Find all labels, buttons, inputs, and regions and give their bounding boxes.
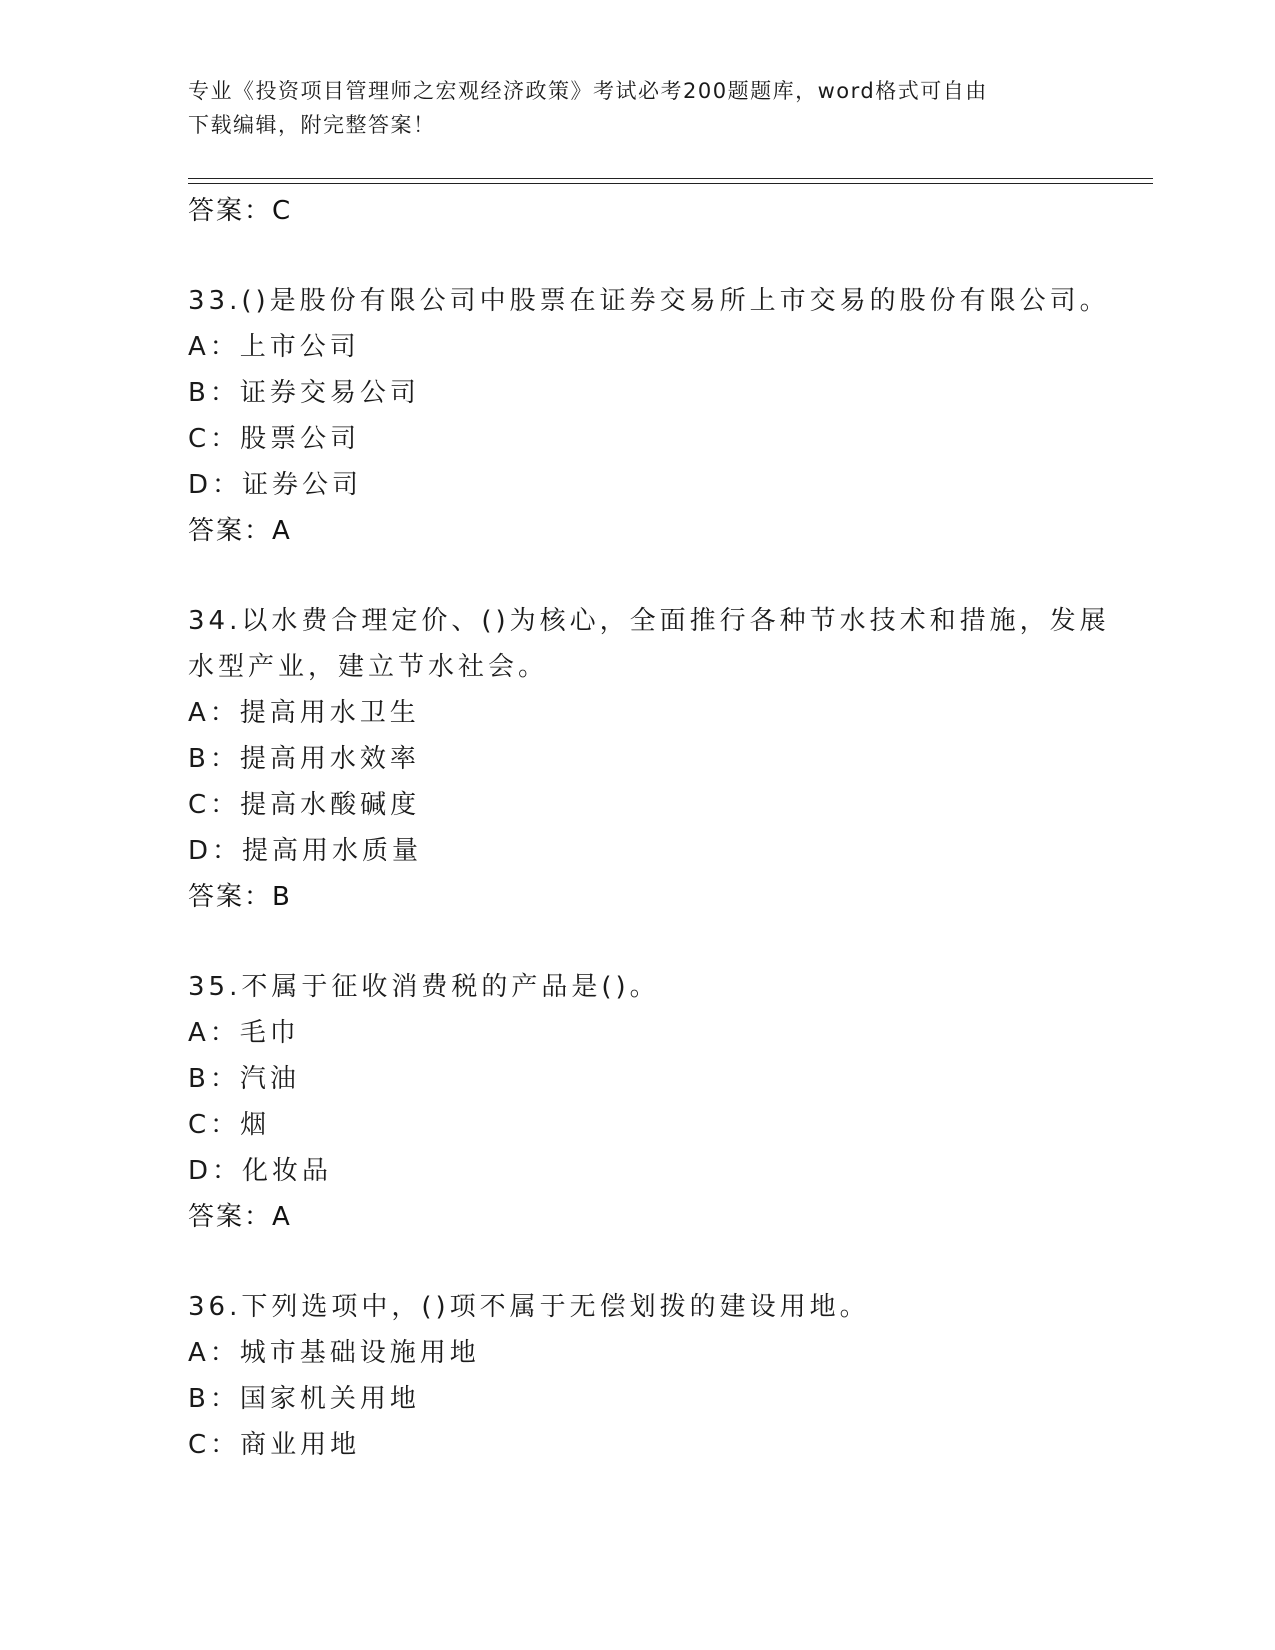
spacer	[188, 1240, 1088, 1284]
question-34	[188, 598, 1110, 920]
option-d: D：证券公司	[188, 470, 363, 500]
question-stem-line-2: 水型产业，建立节水社会。	[188, 652, 549, 682]
question-33	[188, 278, 1110, 554]
spacer	[188, 554, 1088, 598]
answer: 答案：A	[188, 516, 292, 546]
option-a: A：提高用水卫生	[188, 698, 420, 728]
option-a: A：上市公司	[188, 332, 360, 362]
option-b: B：汽油	[188, 1064, 300, 1094]
option-c: C：提高水酸碱度	[188, 790, 421, 820]
header-line-2: 下载编辑，附完整答案！	[188, 113, 436, 137]
option-b: B：提高用水效率	[188, 744, 420, 774]
option-b: B：证券交易公司	[188, 378, 420, 408]
prev-answer: 答案：C	[188, 196, 293, 226]
header-line-1: 专业《投资项目管理师之宏观经济政策》考试必考200题题库，word格式可自由	[188, 79, 988, 103]
question-stem: 33.()是股份有限公司中股票在证券交易所上市交易的股份有限公司。	[188, 286, 1110, 316]
answer: 答案：A	[188, 1202, 292, 1232]
question-stem: 35.不属于征收消费税的产品是()。	[188, 972, 660, 1002]
question-35	[188, 964, 1088, 1240]
option-c: C：商业用地	[188, 1430, 361, 1460]
option-d: D：提高用水质量	[188, 836, 423, 866]
option-d: D：化妆品	[188, 1156, 333, 1186]
option-b: B：国家机关用地	[188, 1384, 420, 1414]
option-a: A：城市基础设施用地	[188, 1338, 480, 1368]
question-stem: 36.下列选项中，()项不属于无偿划拨的建设用地。	[188, 1292, 870, 1322]
answer: 答案：B	[188, 882, 292, 912]
header-rule-bottom	[188, 183, 1153, 184]
document-header	[188, 74, 1088, 142]
option-c: C：股票公司	[188, 424, 361, 454]
option-a: A：毛巾	[188, 1018, 300, 1048]
question-list	[188, 188, 1110, 1468]
question-36	[188, 1284, 1088, 1468]
header-rule-top	[188, 178, 1153, 179]
spacer	[188, 920, 1088, 964]
option-c: C：烟	[188, 1110, 271, 1140]
question-stem-line-1: 34.以水费合理定价、()为核心，全面推行各种节水技术和措施，发展	[188, 606, 1110, 636]
spacer	[188, 234, 1088, 278]
